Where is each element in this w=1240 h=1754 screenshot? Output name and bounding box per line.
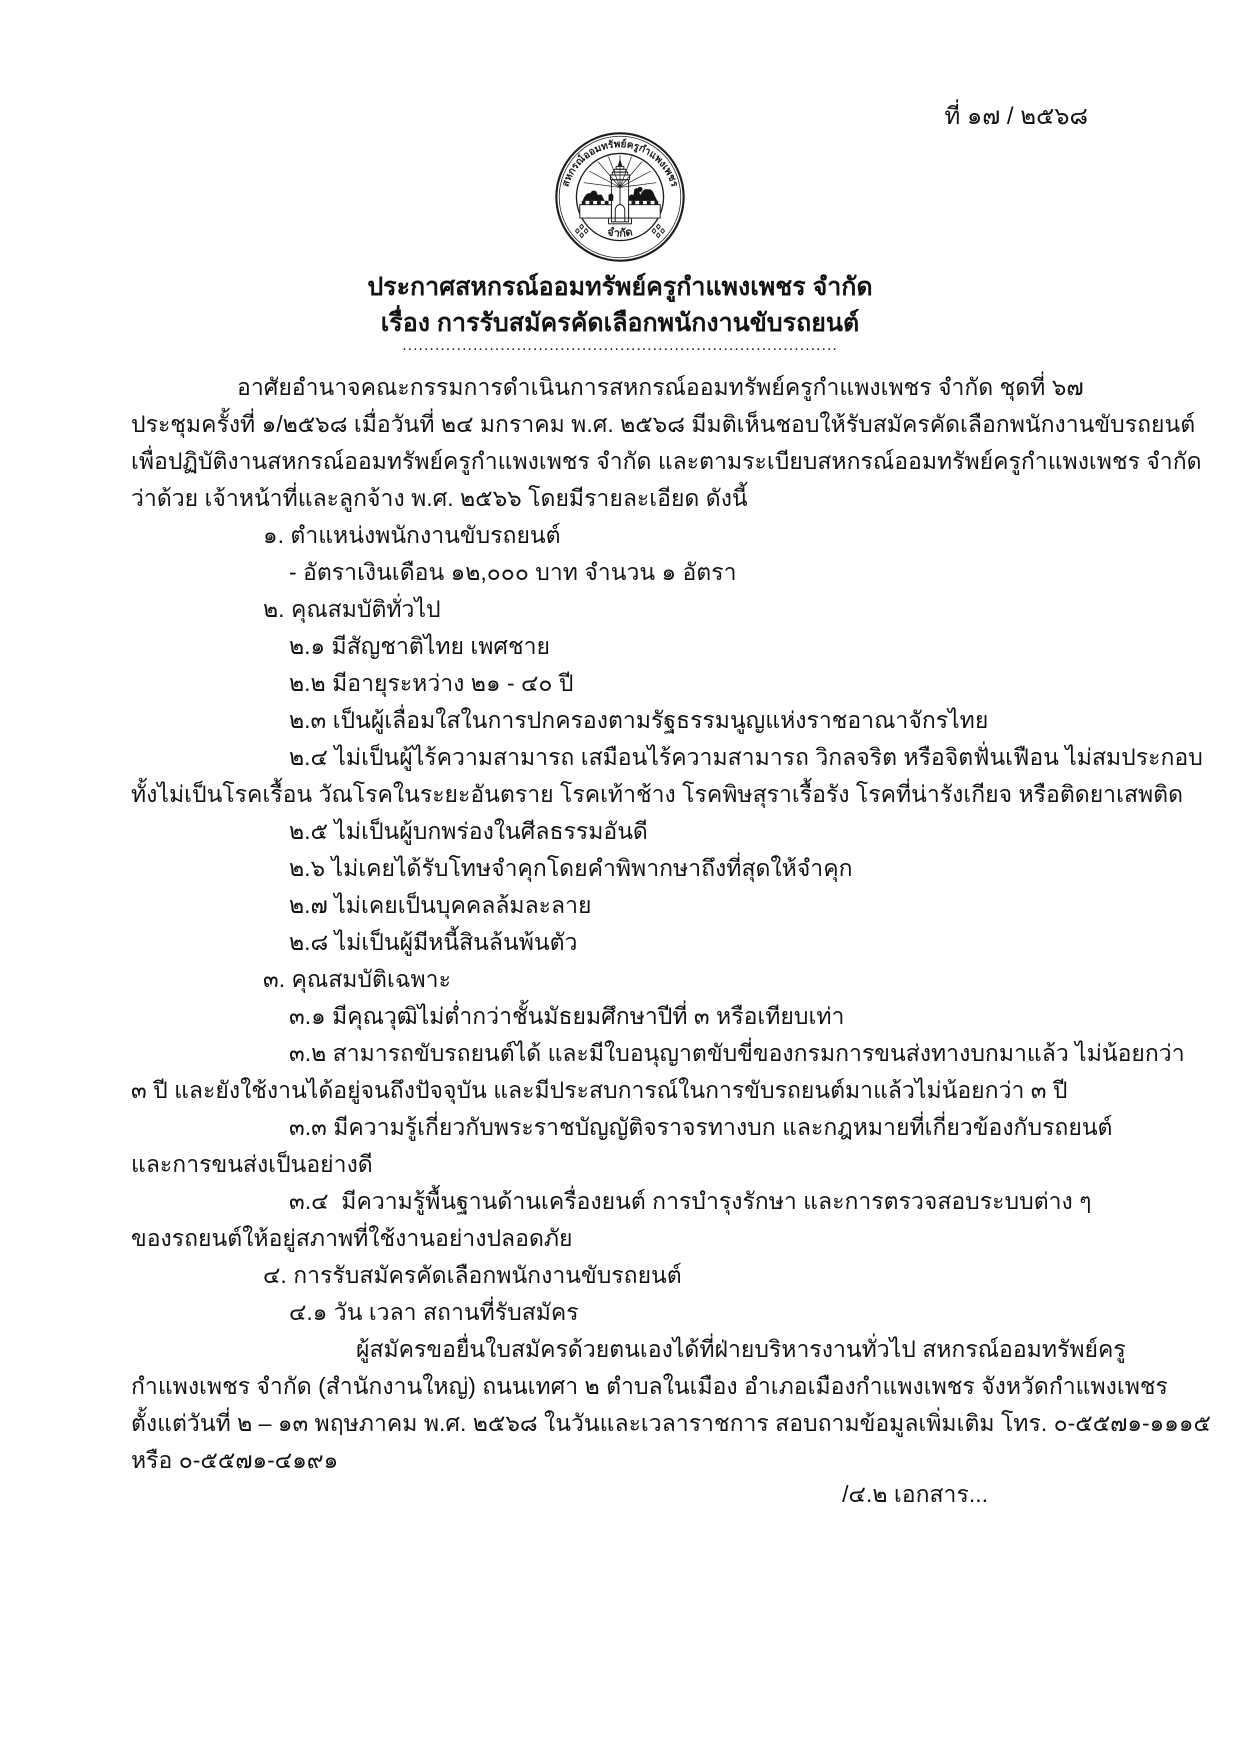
announcement-subject: เรื่อง การรับสมัครคัดเลือกพนักงานขับรถยนต์ [380, 309, 860, 337]
announcement-title: ประกาศสหกรณ์ออมทรัพย์ครูกำแพงเพชร จำกัด [367, 273, 873, 301]
document-line: - อัตราเงินเดือน ๑๒,๐๐๐ บาท จำนวน ๑ อัตรา [289, 559, 737, 585]
document-line: หรือ ๐-๕๕๗๑-๔๑๙๑ [131, 1447, 339, 1473]
document-line: ๒.๕ ไม่เป็นผู้บกพร่องในศีลธรรมอันดี [289, 818, 648, 844]
document-line: ผู้สมัครขอยื่นใบสมัครด้วยตนเองได้ที่ฝ่ายบริหารงานทั่วไป สหกรณ์ออมทรัพย์ครู [356, 1336, 1126, 1362]
document-line: ๓ ปี และยังใช้งานได้อยู่จนถึงปัจจุบัน และมีประสบการณ์ในการขับรถยนต์มาแล้วไม่น้อยกว่า ๓ ปี [131, 1077, 1068, 1103]
continuation-marker: /๔.๒ เอกสาร... [842, 1481, 988, 1507]
document-line: และการขนส่งเป็นอย่างดี [131, 1151, 373, 1177]
seal-flower-left-graphic [575, 224, 587, 237]
document-line: ๓.๓ มีความรู้เกี่ยวกับพระราชบัญญัติจราจรทางบก และกฎหมายที่เกี่ยวข้องกับรถยนต์ [289, 1114, 1113, 1140]
document-line: ๒. คุณสมบัติทั่วไป [263, 596, 441, 622]
document-line: ๒.๗ ไม่เคยเป็นบุคคลล้มละลาย [289, 892, 592, 918]
document-line: ทั้งไม่เป็นโรคเรื้อน วัณโรคในระยะอันตราย โรคเท้าช้าง โรคพิษสุราเรื้อรัง โรคที่น่ารังเกียจ หรือติดยาเสพติด [131, 781, 1184, 807]
seal-arc-text: สหกรณ์ออมทรัพย์ครูกำแพงเพชร [560, 139, 680, 189]
cooperative-seal-logo [553, 130, 687, 264]
seal-flower-right-graphic [652, 224, 664, 237]
document-line: ว่าด้วย เจ้าหน้าที่และลูกจ้าง พ.ศ. ๒๕๖๖ โดยมีรายละเอียด ดังนี้ [131, 485, 748, 511]
document-line: ๒.๔ ไม่เป็นผู้ไร้ความสามารถ เสมือนไร้ความสามารถ วิกลจริต หรือจิตฟั่นเฟือน ไม่สมประกอบ [289, 744, 1203, 770]
document-line: ๓. คุณสมบัติเฉพาะ [263, 966, 451, 992]
document-line: กำแพงเพชร จำกัด (สำนักงานใหญ่) ถนนเทศา ๒ ตำบลในเมือง อำเภอเมืองกำแพงเพชร จังหวัดกำแพงเพชร [131, 1373, 1168, 1399]
document-line: ๔.๑ วัน เวลา สถานที่รับสมัคร [289, 1299, 579, 1325]
document-line: ๒.๒ มีอายุระหว่าง ๒๑ - ๔๐ ปี [289, 670, 574, 696]
document-line: ๑. ตำแหน่งพนักงานขับรถยนต์ [263, 522, 561, 548]
document-line: ๒.๘ ไม่เป็นผู้มีหนี้สินล้นพ้นตัว [289, 929, 578, 955]
document-number: ที่ ๑๗ / ๒๕๖๘ [944, 103, 1088, 130]
document-line: ของรถยนต์ให้อยู่สภาพที่ใช้งานอย่างปลอดภัย [131, 1225, 573, 1251]
document-line: ๒.๑ มีสัญชาติไทย เพศชาย [289, 633, 551, 659]
document-line: ประชุมครั้งที่ ๑/๒๕๖๘ เมื่อวันที่ ๒๔ มกราคม พ.ศ. ๒๕๖๘ มีมติเห็นชอบให้รับสมัครคัดเลือกพนักงานขับรถยนต์ [131, 411, 1196, 437]
document-line: ๒.๓ เป็นผู้เลื่อมใสในการปกครองตามรัฐธรรมนูญแห่งราชอาณาจักรไทย [289, 707, 989, 733]
seal-bottom-text: จำกัด [606, 226, 634, 241]
document-line: ๓.๒ สามารถขับรถยนต์ได้ และมีใบอนุญาตขับขี่ของกรมการขนส่งทางบกมาแล้ว ไม่น้อยกว่า [289, 1040, 1185, 1066]
document-body [131, 369, 1211, 1479]
document-line: ๓.๔ มีความรู้พื้นฐานด้านเครื่องยนต์ การบำรุงรักษา และการตรวจสอบระบบต่าง ๆ [289, 1188, 1092, 1214]
seal-graphic [553, 130, 687, 264]
document-line: ๔. การรับสมัครคัดเลือกพนักงานขับรถยนต์ [263, 1262, 682, 1288]
dotted-divider: ................................................................................ [402, 337, 838, 354]
document-line: อาศัยอำนาจคณะกรรมการดำเนินการสหกรณ์ออมทรัพย์ครูกำแพงเพชร จำกัด ชุดที่ ๖๗ [237, 374, 1084, 400]
document-line: เพื่อปฏิบัติงานสหกรณ์ออมทรัพย์ครูกำแพงเพชร จำกัด และตามระเบียบสหกรณ์ออมทรัพย์ครูกำแพงเพชร จำกัด [131, 448, 1202, 474]
document-line: ๓.๑ มีคุณวุฒิไม่ต่ำกว่าชั้นมัธยมศึกษาปีที่ ๓ หรือเทียบเท่า [289, 1003, 845, 1029]
document-line: ๒.๖ ไม่เคยได้รับโทษจำคุกโดยคำพิพากษาถึงที่สุดให้จำคุก [289, 855, 853, 881]
document-line: ตั้งแต่วันที่ ๒ – ๑๓ พฤษภาคม พ.ศ. ๒๕๖๘ ในวันและเวลาราชการ สอบถามข้อมูลเพิ่มเติม โทร. ๐-๕๕๗๑-๑๑๑๕ [131, 1410, 1211, 1436]
